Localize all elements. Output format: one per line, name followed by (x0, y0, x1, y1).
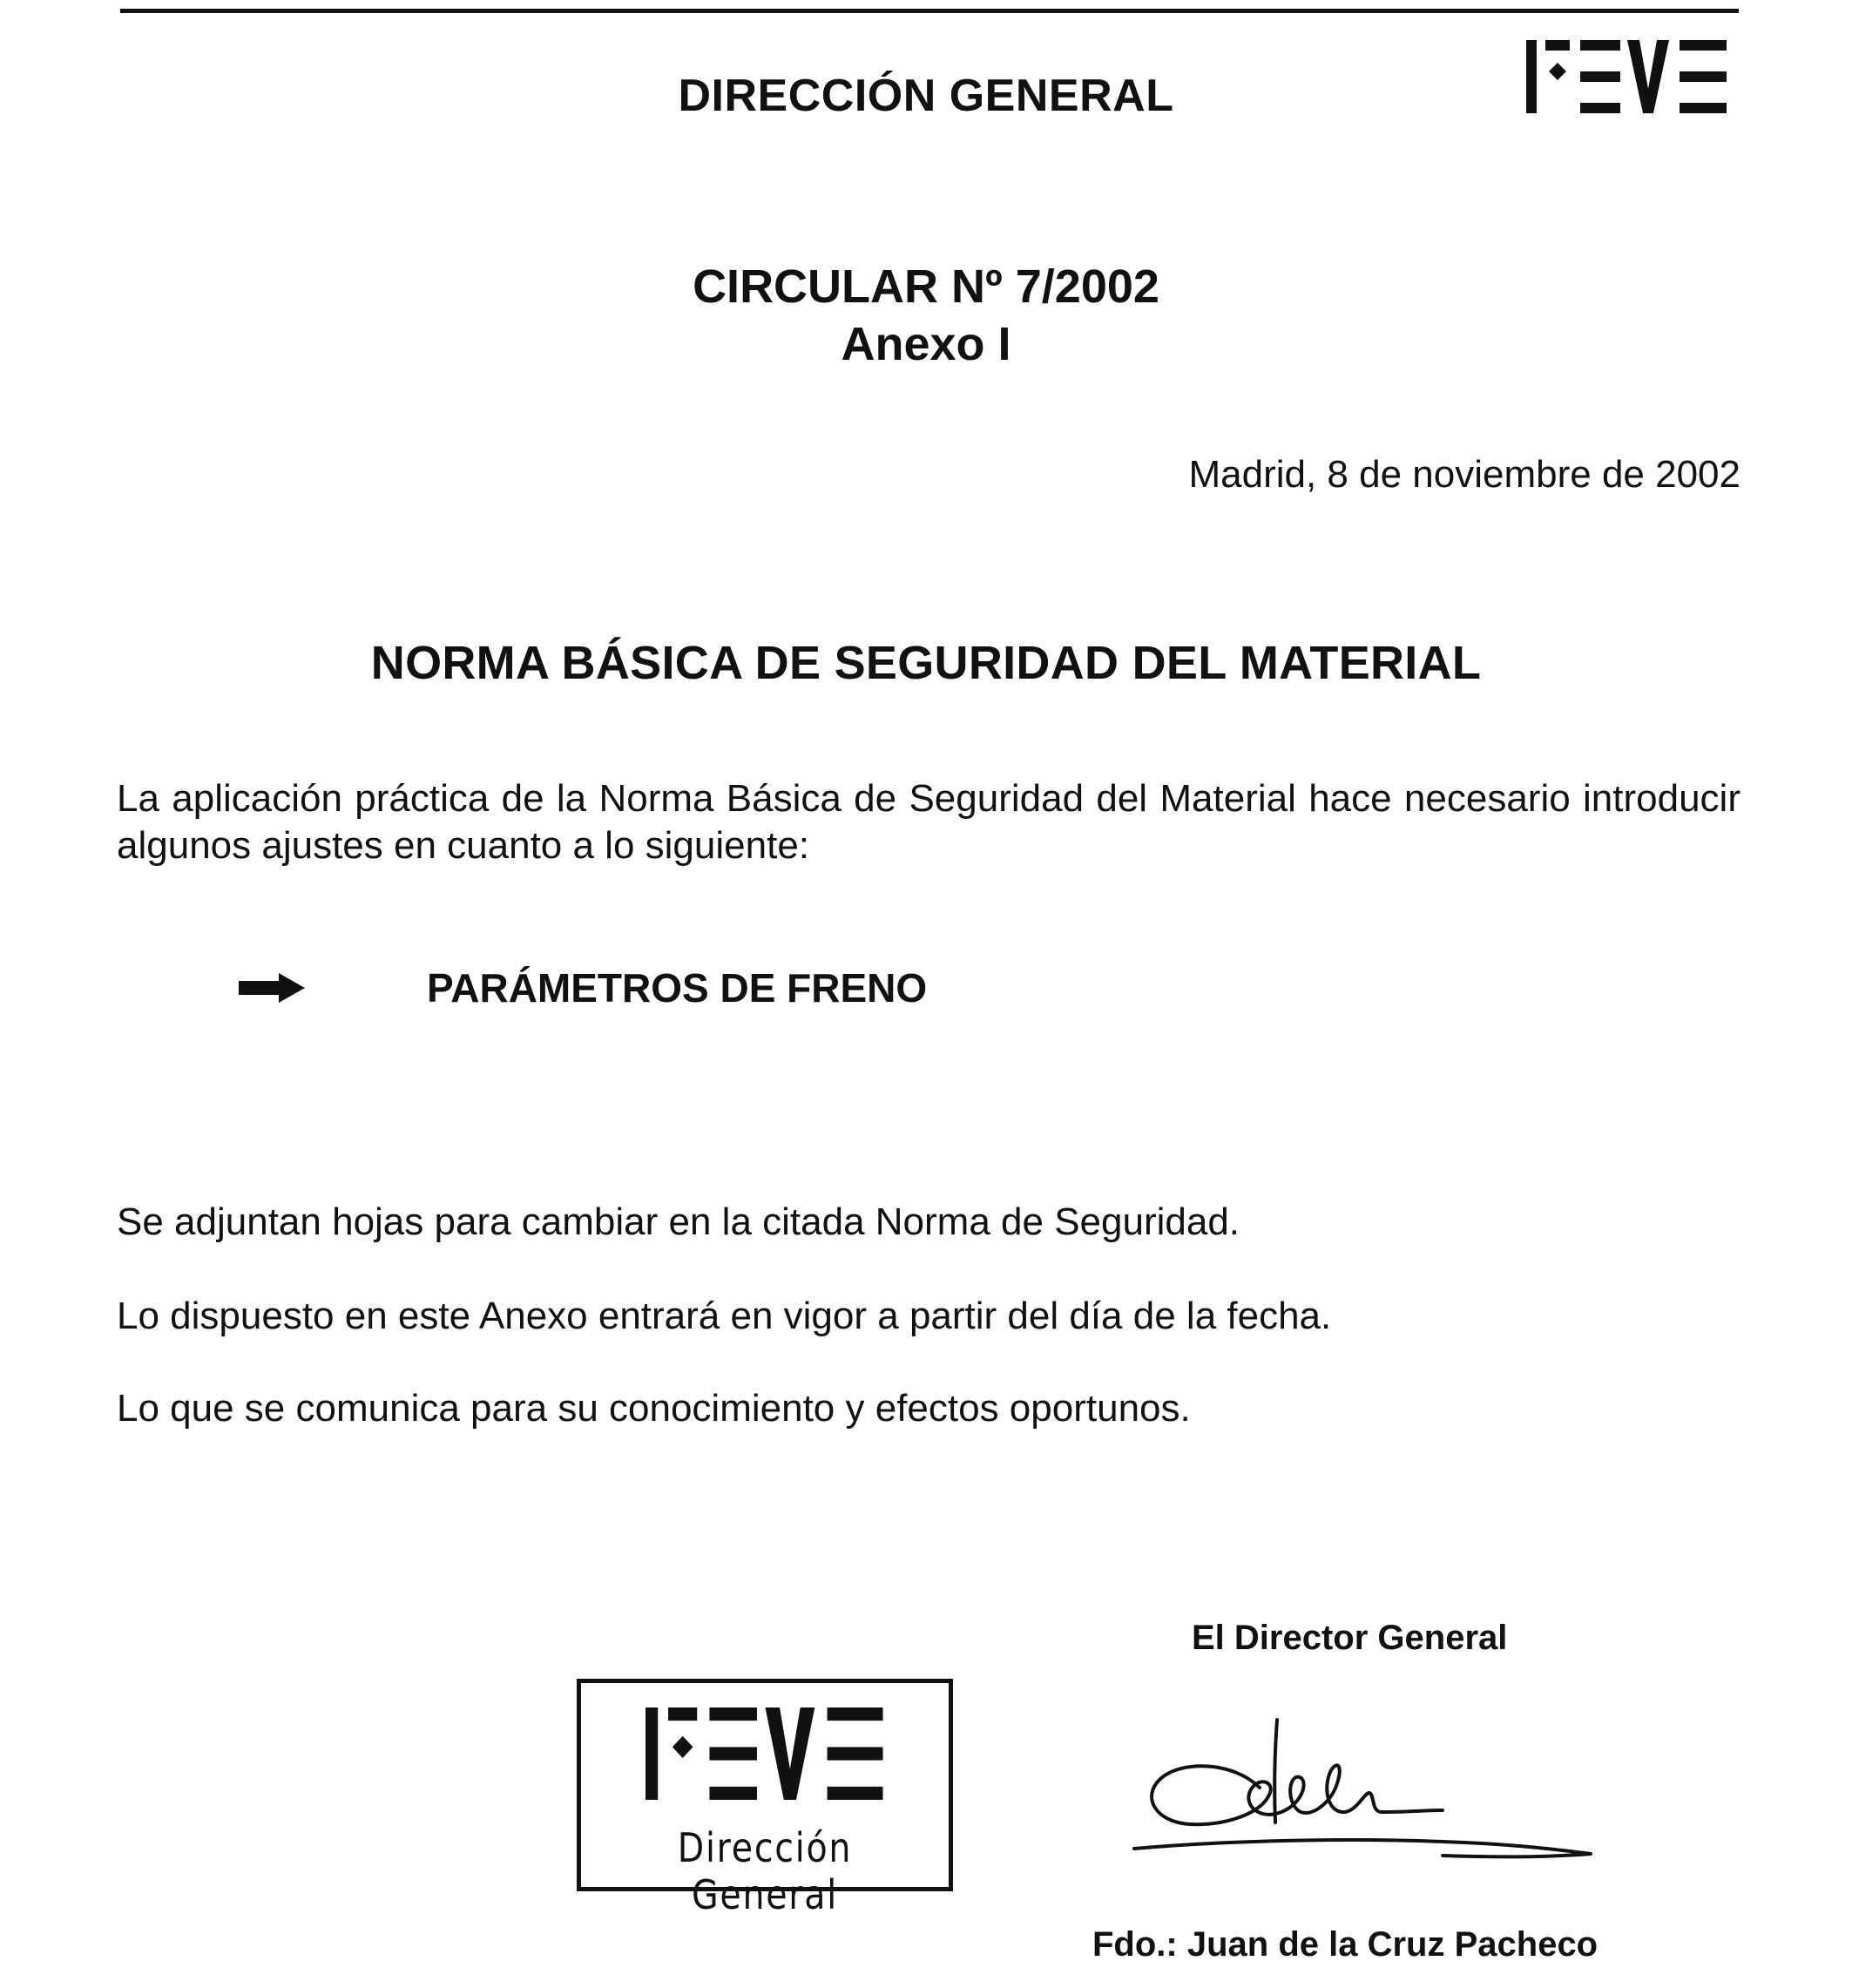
feve-logo (1526, 40, 1734, 113)
closing-line-effective-date: Lo dispuesto en este Anexo entrará en vigor a partir del día de la fecha. (117, 1295, 1332, 1337)
annex-label: Anexo I (841, 318, 1011, 370)
intro-paragraph: La aplicación práctica de la Norma Básica de Seguridad del Material hace necesario introducir algunos ajustes en cuanto a lo siguiente: (117, 777, 1740, 867)
logo-f-bar (1545, 40, 1570, 51)
stamp-text: Dirección General (677, 1824, 853, 1918)
handwritten-signature (1129, 1709, 1599, 1875)
department-title: DIRECCIÓN GENERAL (678, 71, 1174, 121)
logo-e2-bar-top (1680, 40, 1727, 51)
logo-f-stem (1526, 40, 1537, 113)
logo-e2-bar-bottom (1680, 103, 1727, 113)
logo-e1-bar-mid (1580, 71, 1620, 82)
logo-e1-bar-bottom (1580, 103, 1620, 113)
official-stamp (577, 1679, 953, 1918)
logo-v (1627, 40, 1669, 113)
signatory-name: Fdo.: Juan de la Cruz Pacheco (1092, 1925, 1599, 1964)
top-rule (120, 9, 1739, 13)
main-heading: NORMA BÁSICA DE SEGURIDAD DEL MATERIAL (370, 637, 1482, 689)
place-date: Madrid, 8 de noviembre de 2002 (1188, 453, 1740, 496)
closing-line-attachments: Se adjuntan hojas para cambiar en la citada Norma de Seguridad. (117, 1200, 1240, 1243)
stamp-feve-logo (645, 1707, 891, 1800)
logo-e1-bar-top (1580, 40, 1620, 51)
bullet-item (239, 962, 927, 1014)
logo-f-diamond (1549, 63, 1566, 80)
bullet-label: PARÁMETROS DE FRENO (427, 965, 928, 1011)
signature-title: El Director General (1192, 1619, 1508, 1657)
circular-heading (0, 258, 1852, 373)
circular-number: CIRCULAR Nº 7/2002 (693, 260, 1159, 313)
closing-line-communication: Lo que se comunica para su conocimiento y efectos oportunos. (117, 1387, 1191, 1430)
logo-e2-bar-mid (1680, 71, 1727, 82)
arrow-right-icon (239, 973, 305, 1003)
